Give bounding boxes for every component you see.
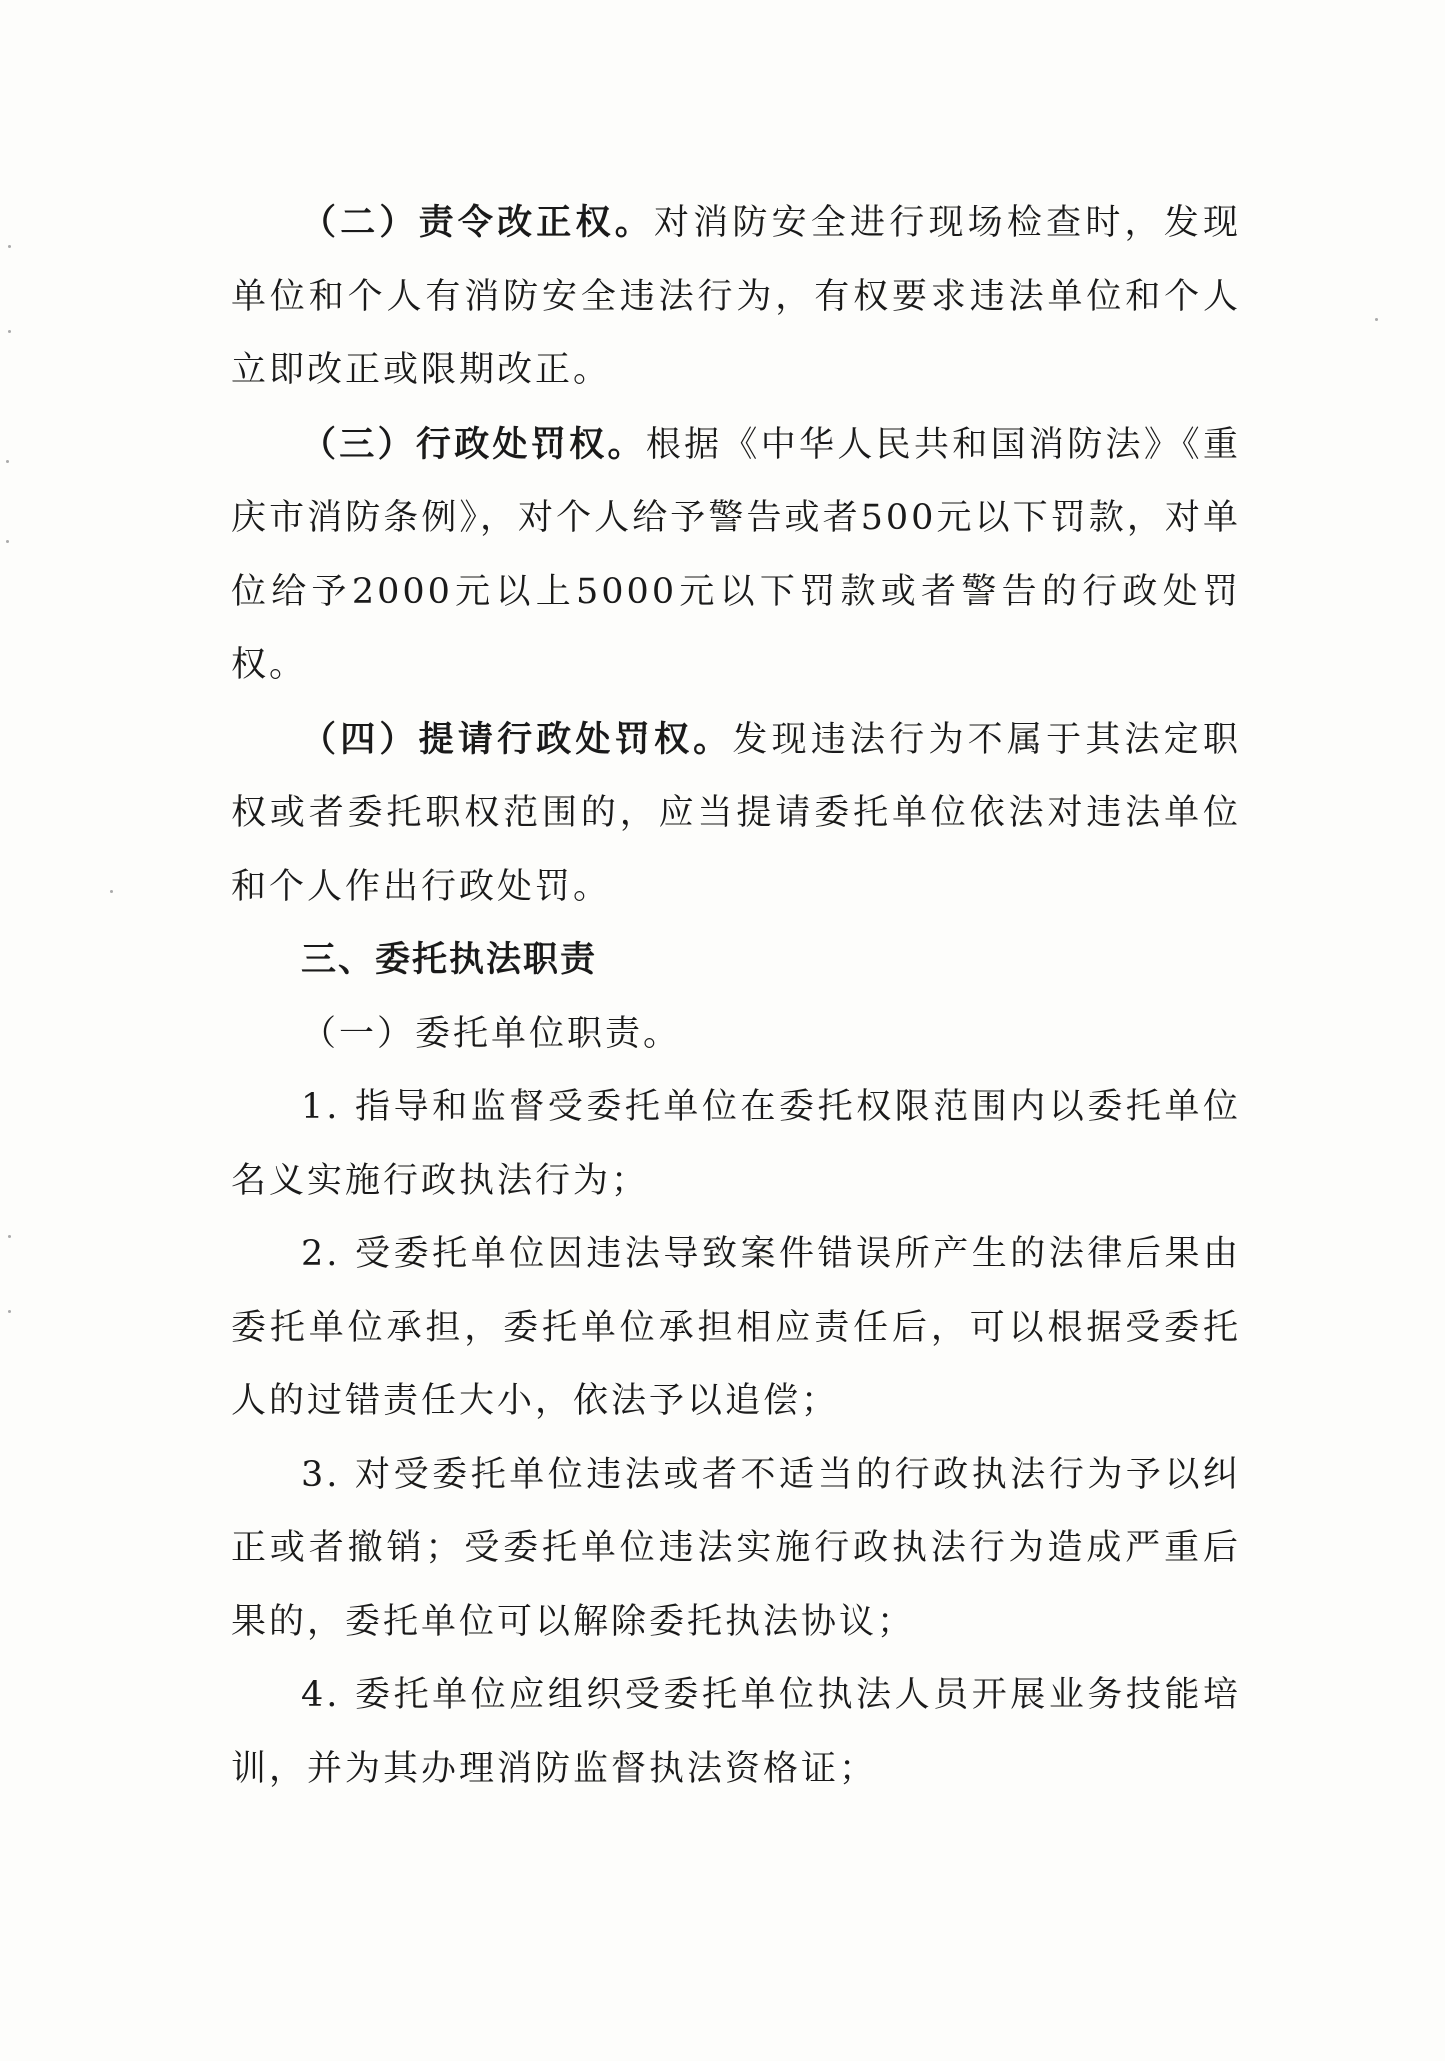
paragraph-text: 根据《中华人民共和国消防法》《重庆市消防条例》，对个人给予警告或者500元以下罚款，对单位给予2000元以上5000元以下罚款或者警告的行政处罚权。: [231, 424, 1241, 685]
list-item: 1. 指导和监督受委托单位在委托权限范围内以委托单位名义实施行政执法行为；: [231, 1087, 1241, 1201]
paragraph-text: 对消防安全进行现场检查时，发现单位和个人有消防安全违法行为，有权要求违法单位和个人立即改正或限期改正。: [231, 203, 1241, 390]
scan-speck: [110, 890, 113, 893]
paragraph-correction-power: [231, 186, 1241, 408]
list-item: 3. 对受委托单位违法或者不适当的行政执法行为予以纠正或者撤销；受委托单位违法实施行政执法行为造成严重后果的，委托单位可以解除委托执法协议；: [231, 1454, 1241, 1642]
paragraph-lead: （三）行政处罚权。: [301, 423, 646, 465]
scan-speck: [1375, 318, 1378, 321]
paragraph-penalty-power: [231, 408, 1241, 703]
scan-speck: [8, 245, 11, 248]
paragraph-text: 发现违法行为不属于其法定职权或者委托职权范围的，应当提请委托单位依法对违法单位和个人作出行政处罚。: [231, 719, 1241, 907]
paragraph-lead: （四）提请行政处罚权。: [301, 718, 733, 760]
scan-speck: [6, 540, 9, 543]
paragraph-request-penalty-power: [231, 703, 1241, 925]
subsection-heading: （一）委托单位职责。: [301, 1013, 682, 1054]
scan-speck: [8, 1235, 11, 1238]
paragraph-lead: （二）责令改正权。: [301, 202, 654, 243]
scan-speck: [6, 460, 9, 463]
list-item: 4. 委托单位应组织受委托单位执法人员开展业务技能培训，并为其办理消防监督执法资格证；: [231, 1675, 1241, 1789]
section-heading: 三、委托执法职责: [301, 940, 598, 980]
scan-speck: [8, 1310, 11, 1313]
list-item: 2. 受委托单位因违法导致案件错误所产生的法律后果由委托单位承担，委托单位承担相应责任后，可以根据受委托人的过错责任大小，依法予以追偿；: [231, 1234, 1241, 1421]
scan-speck: [8, 330, 11, 333]
document-body: [231, 186, 1241, 1806]
